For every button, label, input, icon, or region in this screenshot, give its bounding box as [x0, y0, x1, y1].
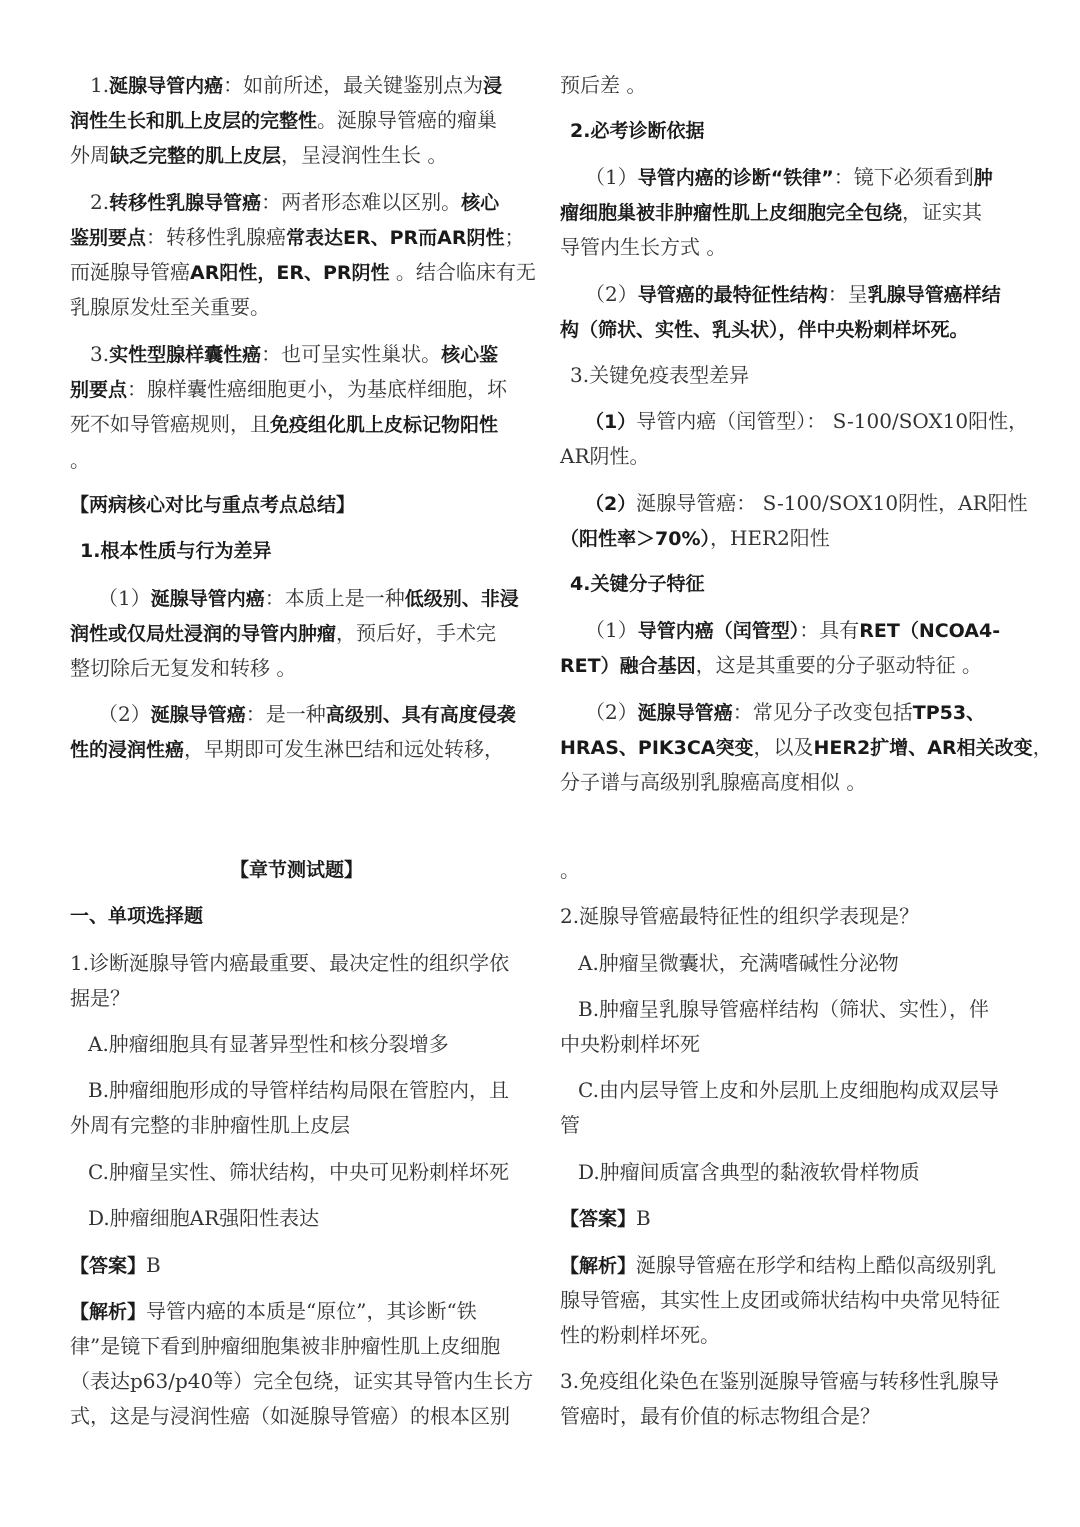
explanation: 律”是镜下看到肿瘤细胞集被非肿瘤性肌上皮细胞: [70, 1334, 501, 1358]
explanation: 腺导管癌，其实性上皮团或筛状结构中央常见特征: [560, 1288, 1000, 1312]
text-line: （1）导管内癌（闰管型）： S-100/SOX10阳性，: [585, 409, 1029, 433]
option-d: D.肿瘤细胞AR强阳性表达: [88, 1206, 320, 1230]
text-line: 1.涎腺导管内癌：如前所述，最关键鉴别点为浸: [90, 73, 503, 97]
text-line: 分子谱与高级别乳腺癌高度相似 。: [560, 770, 867, 794]
text-line: 整切除后无复发和转移 。: [70, 656, 297, 680]
text-line: 死不如导管癌规则，且免疫组化肌上皮标记物阳性: [70, 412, 499, 436]
text-line: HRAS、PIK3CA突变，以及HER2扩增、AR相关改变，: [560, 735, 1053, 759]
option-c: 管: [560, 1113, 580, 1137]
answer: 【答案】B: [70, 1253, 161, 1277]
text-line: 别要点：腺样囊性癌细胞更小，为基底样细胞，坏: [70, 377, 508, 401]
subsection-heading: 2.必考诊断依据: [570, 120, 705, 142]
subsection-heading: 一、单项选择题: [70, 905, 204, 927]
text-line: 外周缺乏完整的肌上皮层，呈浸润性生长 。: [70, 143, 448, 167]
explanation: 式，这是与浸润性癌（如涎腺导管癌）的根本区别: [70, 1404, 510, 1428]
section-heading: 【章节测试题】: [230, 859, 364, 881]
answer: 【答案】B: [560, 1206, 651, 1230]
text-line: 预后差 。: [560, 73, 647, 97]
option-a: A.肿瘤呈微囊状，充满嗜碱性分泌物: [578, 951, 899, 975]
text-line: （阳性率＞70%），HER2阳性: [560, 526, 830, 550]
text-line: RET）融合基因，这是其重要的分子驱动特征 。: [560, 653, 982, 677]
question-text: 管癌时，最有价值的标志物组合是？: [560, 1404, 880, 1428]
explanation: （表达p63/p40等）完全包绕，证实其导管内生长方: [70, 1369, 534, 1393]
text-line: 2.转移性乳腺导管癌：两者形态难以区别。核心: [90, 190, 500, 214]
explanation: 【解析】涎腺导管癌在形学和结构上酷似高级别乳: [560, 1253, 997, 1277]
text-line: 。: [70, 448, 90, 472]
text-line: 鉴别要点：转移性乳腺癌常表达ER、PR而AR阴性；: [70, 225, 525, 249]
text-line: 润性或仅局灶浸润的导管内肿瘤，预后好，手术完: [70, 621, 497, 645]
text-line: 瘤细胞巢被非肿瘤性肌上皮细胞完全包绕，证实其: [560, 200, 983, 224]
text-line: 3.实性型腺样囊性癌：也可呈实性巢状。核心鉴: [90, 342, 499, 366]
option-a: A.肿瘤细胞具有显著异型性和核分裂增多: [88, 1032, 449, 1056]
question-text: 3.免疫组化染色在鉴别涎腺导管癌与转移性乳腺导: [560, 1369, 1000, 1393]
option-d: D.肿瘤间质富含典型的黏液软骨样物质: [578, 1160, 920, 1184]
subsection-heading: 1.根本性质与行为差异: [80, 540, 272, 562]
text-line: 乳腺原发灶至关重要。: [70, 295, 270, 319]
text-line: 构（筛状、实性、乳头状），伴中央粉刺样坏死。: [560, 319, 969, 341]
option-c: C.由内层导管上皮和外层肌上皮细胞构成双层导: [578, 1078, 999, 1102]
subsection-heading: 3.关键免疫表型差异: [570, 363, 750, 387]
text-line: （2）涎腺导管癌： S-100/SOX10阴性，AR阳性: [585, 491, 1028, 515]
option-b: B.肿瘤呈乳腺导管癌样结构（筛状、实性），伴: [578, 997, 990, 1021]
option-b: 中央粉刺样坏死: [560, 1032, 700, 1056]
option-b: B.肿瘤细胞形成的导管样结构局限在管腔内，且: [88, 1078, 510, 1102]
question-text: 据是？: [70, 986, 130, 1010]
section-heading: 【两病核心对比与重点考点总结】: [70, 494, 356, 516]
text-line: （2）涎腺导管癌：是一种高级别、具有高度侵袭: [98, 702, 516, 726]
explanation: 性的粉刺样坏死。: [560, 1323, 720, 1347]
text-line: 润性生长和肌上皮层的完整性。涎腺导管癌的瘤巢: [70, 108, 498, 132]
text-line: 。: [560, 858, 580, 882]
text-line: 而涎腺导管癌AR阳性，ER、PR阴性 。结合临床有无: [70, 260, 536, 284]
option-c: C.肿瘤呈实性、筛状结构，中央可见粉刺样坏死: [88, 1160, 509, 1184]
text-line: （1）导管内癌的诊断“铁律”：镜下必须看到肿: [585, 165, 993, 189]
text-line: （2）导管癌的最特征性结构：呈乳腺导管癌样结: [585, 282, 1001, 306]
text-line: 导管内生长方式 。: [560, 235, 727, 259]
explanation: 【解析】导管内癌的本质是“原位”，其诊断“铁: [70, 1299, 477, 1323]
text-line: （1）导管内癌（闰管型）：具有RET（NCOA4-: [585, 618, 1001, 642]
text-line: （1）涎腺导管内癌：本质上是一种低级别、非浸: [98, 586, 519, 610]
text-line: （2）涎腺导管癌：常见分子改变包括TP53、: [585, 700, 986, 724]
text-line: 性的浸润性癌，早期即可发生淋巴结和远处转移，: [70, 737, 505, 761]
text-line: AR阴性。: [560, 444, 650, 468]
question-text: 1.诊断涎腺导管内癌最重要、最决定性的组织学依: [70, 951, 510, 975]
option-b: 外周有完整的非肿瘤性肌上皮层: [70, 1113, 350, 1137]
subsection-heading: 4.关键分子特征: [570, 573, 705, 595]
question-text: 2.涎腺导管癌最特征性的组织学表现是？: [560, 904, 920, 928]
